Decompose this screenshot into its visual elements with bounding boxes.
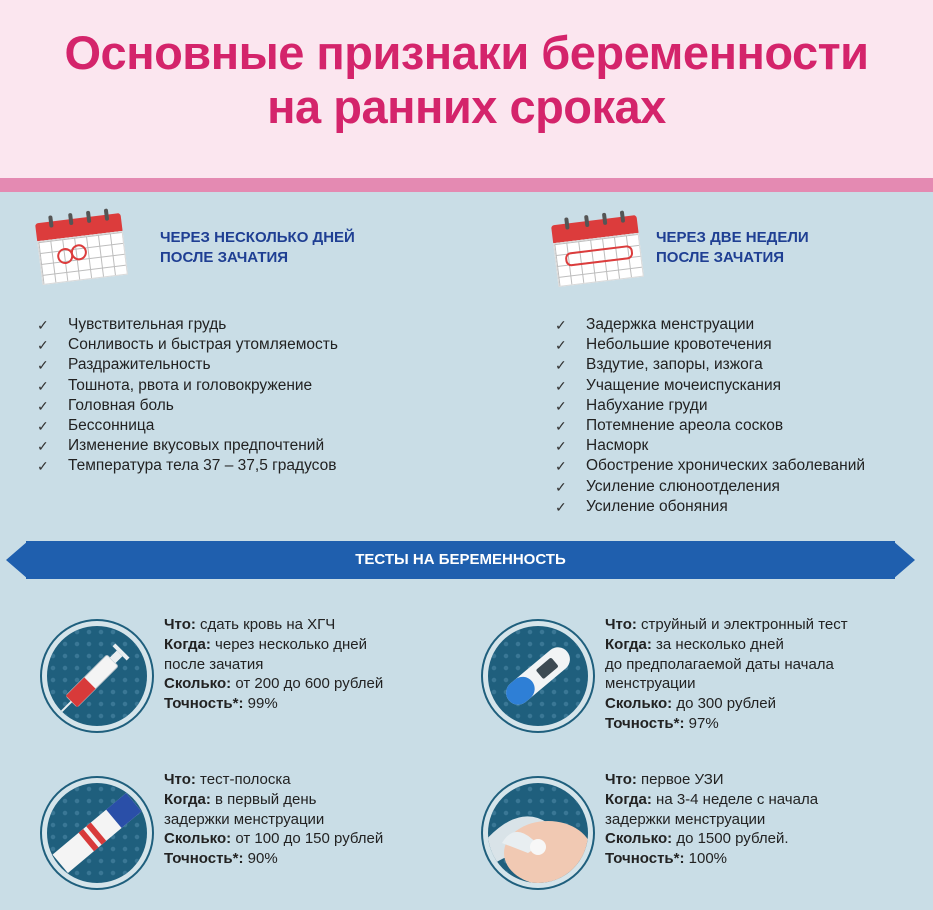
when-value-cont: задержки менструации	[164, 810, 325, 828]
check-icon: ✓	[37, 317, 49, 333]
syringe-icon	[42, 621, 152, 731]
what-value: первое УЗИ	[641, 771, 724, 788]
when-label: Когда:	[164, 635, 211, 653]
list-item	[552, 456, 865, 476]
list-item	[34, 416, 338, 436]
list-item-label: Бессонница	[68, 417, 155, 435]
list-item-label: Обострение хронических заболеваний	[586, 457, 866, 475]
list-item	[34, 335, 338, 355]
list-item	[552, 477, 865, 497]
test-strip-icon	[42, 778, 152, 888]
electronic-test-icon	[483, 621, 593, 731]
cost-label: Сколько:	[605, 695, 673, 713]
column-heading	[160, 228, 355, 268]
ultrasound-icon	[483, 778, 593, 888]
check-icon: ✓	[555, 377, 567, 394]
when-value-cont: после зачатия	[164, 655, 264, 673]
when-value: в первый день	[215, 790, 317, 808]
list-item-label: Тошнота, рвота и головокружение	[68, 376, 313, 394]
test-info	[164, 770, 383, 869]
when-value-cont: до предполагаемой даты начала	[605, 655, 834, 673]
sign-list	[34, 315, 338, 477]
check-icon: ✓	[37, 357, 49, 374]
check-icon: ✓	[37, 418, 49, 435]
list-item	[34, 436, 338, 456]
check-icon: ✓	[555, 357, 567, 374]
list-item-label: Небольшие кровотечения	[586, 336, 772, 354]
test-card-strip	[42, 770, 482, 910]
what-label: Что:	[605, 771, 637, 788]
list-item-label: Чувствительная грудь	[68, 316, 227, 333]
list-item-label: Потемнение ареола сосков	[586, 417, 784, 435]
tests-banner	[6, 541, 915, 579]
list-item-label: Вздутие, запоры, изжога	[586, 356, 763, 374]
accuracy-label: Точность*:	[605, 850, 685, 868]
cost-label: Сколько:	[164, 675, 232, 693]
test-info	[605, 770, 818, 869]
accuracy-label: Точность*:	[164, 695, 244, 713]
list-item-label: Изменение вкусовых предпочтений	[68, 437, 325, 455]
what-label: Что:	[164, 616, 196, 633]
list-item-label: Температура тела 37 – 37,5 градусов	[68, 457, 337, 475]
list-item-label: Усиление обоняния	[586, 497, 728, 515]
column-heading	[656, 228, 809, 268]
accuracy-value: 97%	[688, 714, 719, 732]
when-value: на 3-4 неделе с начала	[656, 790, 819, 808]
column-heading-line-2: ПОСЛЕ ЗАЧАТИЯ	[656, 249, 785, 266]
when-value: за несколько дней	[656, 635, 784, 653]
list-item	[34, 376, 338, 396]
what-label: Что:	[605, 616, 637, 633]
list-item-label: Головная боль	[68, 396, 174, 414]
what-label: Что:	[164, 771, 196, 788]
list-item	[552, 497, 865, 517]
check-icon: ✓	[37, 458, 49, 475]
what-value: тест-полоска	[200, 771, 291, 788]
cost-value: до 300 рублей	[676, 695, 777, 713]
test-card-electronic	[483, 615, 923, 755]
list-item-label: Усиление слюноотделения	[586, 477, 780, 495]
list-item-label: Задержка менструации	[586, 316, 755, 333]
check-icon: ✓	[555, 478, 567, 495]
list-item	[34, 396, 338, 416]
cost-label: Сколько:	[164, 830, 232, 848]
when-label: Когда:	[164, 790, 211, 808]
cost-label: Сколько:	[605, 830, 673, 848]
list-item-label: Набухание груди	[586, 396, 708, 414]
list-item	[34, 456, 338, 476]
what-value: сдать кровь на ХГЧ	[200, 616, 336, 633]
cost-value: от 100 до 150 рублей	[235, 830, 384, 848]
test-card-blood	[42, 615, 482, 755]
when-value-cont: менструации	[605, 675, 696, 693]
when-value: через несколько дней	[215, 635, 368, 653]
column-heading-line-2: ПОСЛЕ ЗАЧАТИЯ	[160, 249, 289, 266]
page-title	[0, 26, 933, 134]
list-item	[552, 376, 865, 396]
list-item	[552, 396, 865, 416]
list-item-label: Насморк	[586, 437, 649, 455]
check-icon: ✓	[37, 397, 49, 414]
calendar-icon	[550, 207, 644, 287]
list-item	[552, 416, 865, 436]
check-icon: ✓	[37, 337, 49, 354]
sign-list	[552, 315, 865, 517]
list-item	[552, 355, 865, 375]
check-icon: ✓	[555, 397, 567, 414]
what-value: струйный и электронный тест	[641, 616, 848, 633]
list-item	[34, 355, 338, 375]
list-item	[552, 436, 865, 456]
accuracy-value: 100%	[688, 850, 728, 868]
calendar-icon	[34, 205, 128, 285]
test-info	[605, 615, 848, 734]
check-icon: ✓	[555, 458, 567, 475]
check-icon: ✓	[555, 498, 567, 515]
title-line-2: на ранних сроках	[267, 80, 666, 133]
title-line-1: Основные признаки беременности	[64, 26, 869, 79]
list-item	[552, 315, 865, 335]
check-icon: ✓	[555, 438, 567, 455]
check-icon: ✓	[37, 438, 49, 455]
test-info	[164, 615, 383, 714]
list-item-label: Раздражительность	[68, 356, 211, 374]
list-item-label: Сонливость и быстрая утомляемость	[68, 336, 338, 354]
accuracy-value: 99%	[247, 695, 278, 713]
when-label: Когда:	[605, 790, 652, 808]
list-item	[34, 315, 338, 335]
test-card-ultrasound	[483, 770, 923, 910]
accuracy-label: Точность*:	[605, 714, 685, 732]
cost-value: от 200 до 600 рублей	[235, 675, 384, 693]
list-item-label: Учащение мочеиспускания	[586, 376, 781, 394]
list-item	[552, 335, 865, 355]
check-icon: ✓	[555, 317, 567, 333]
check-icon: ✓	[555, 418, 567, 435]
column-heading-line-1: ЧЕРЕЗ НЕСКОЛЬКО ДНЕЙ	[160, 229, 355, 246]
banner-title: ТЕСТЫ НА БЕРЕМЕННОСТЬ	[355, 551, 566, 568]
cost-value: до 1500 рублей.	[676, 830, 789, 848]
header-stripe	[0, 178, 933, 192]
when-value-cont: задержки менструации	[605, 810, 766, 828]
column-heading-line-1: ЧЕРЕЗ ДВЕ НЕДЕЛИ	[656, 229, 809, 246]
accuracy-label: Точность*:	[164, 850, 244, 868]
check-icon: ✓	[555, 337, 567, 354]
when-label: Когда:	[605, 635, 652, 653]
accuracy-value: 90%	[247, 850, 278, 868]
check-icon: ✓	[37, 377, 49, 394]
